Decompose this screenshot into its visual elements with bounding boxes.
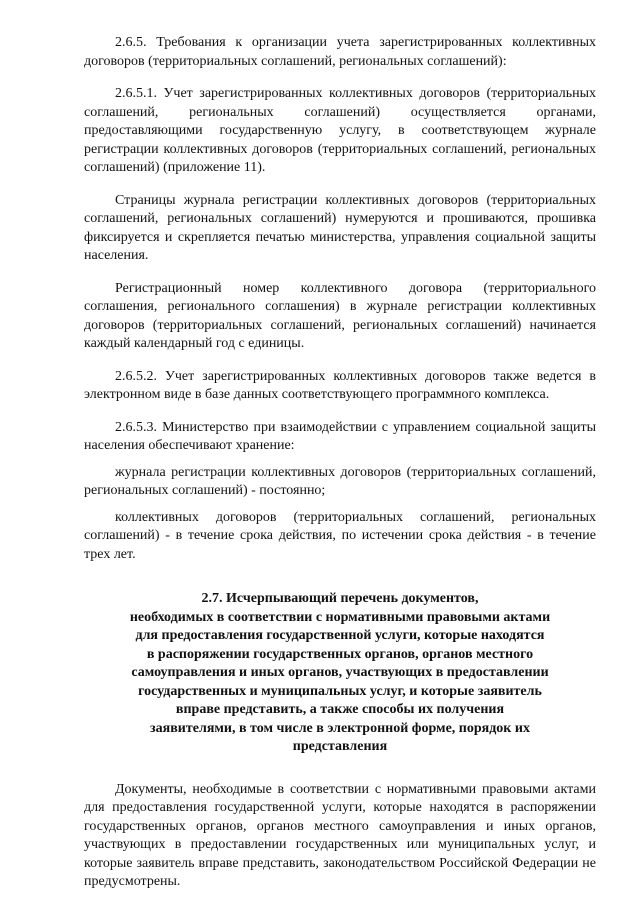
heading-line: представления [292, 739, 388, 754]
paragraph-2-6-5-3: 2.6.5.3. Министерство при взаимодействии с управлением социальной защиты населения обеспечивают хранение: [84, 419, 596, 453]
heading-line: необходимых в соответствии с нормативными правовыми актами [129, 609, 551, 625]
paragraph-journal-pages: Страницы журнала регистрации коллективных договоров (территориальных соглашений, региональных соглашений) нумеруются и прошиваются, прошивка фиксируется и скрепляется печатью министерства, управления социальной защиты населения. [84, 192, 596, 263]
heading-line: для предоставления государственной услуги, которые находятся [135, 628, 545, 643]
heading-line: 2.7. Исчерпывающий перечень документов, [201, 591, 479, 606]
heading-line: самоуправления и иных органов, участвующих в предоставлении [131, 665, 549, 680]
section-heading-2-7 [84, 590, 596, 757]
heading-line: заявителями, в том числе в электронной форме, порядок их [150, 720, 530, 736]
paragraph-documents-not-required: Документы, необходимые в соответствии с нормативными правовыми актами для предоставления государственной услуги, которые находятся в распоряжении государственных органов, органов местного самоуправления и иных органов, участвующих в предоставлении государственных или муниципальных услуг, и которые заявитель вправе представить, законодательством Российской Федерации не предусмотрены. [84, 781, 596, 889]
heading-line: вправе представить, а также способы их получения [175, 702, 505, 717]
paragraph-journal-storage: журнала регистрации коллективных договоров (территориальных соглашений, региональных соглашений) - постоянно; [84, 464, 596, 498]
paragraph-2-6-5-2: 2.6.5.2. Учет зарегистрированных коллективных договоров также ведется в электронном виде в базе данных соответствующего программного комплекса. [84, 368, 596, 402]
paragraph-contracts-storage: коллективных договоров (территориальных соглашений, региональных соглашений) - в течение срока действия, по истечении срока действия - в течение трех лет. [84, 509, 596, 562]
paragraph-registration-number: Регистрационный номер коллективного договора (территориального соглашения, регионального соглашения) в журнале регистрации коллективных договоров (территориальных соглашений, региональных соглашений) начинается каждый календарный год с единицы. [84, 280, 596, 351]
paragraph-2-6-5-1: 2.6.5.1. Учет зарегистрированных коллективных договоров (территориальных соглашений, региональных соглашений) осуществляется органами, предоставляющими государственную услугу, в соответствующем журнале регистрации коллективных договоров (территориальных соглашений, региональных соглашений) (приложение 11). [84, 86, 596, 175]
paragraph-2-6-5: 2.6.5. Требования к организации учета зарегистрированных коллективных договоров (территориальных соглашений, региональных соглашений): [84, 35, 596, 69]
heading-line: в распоряжении государственных органов, органов местного [146, 646, 534, 662]
heading-line: государственных и муниципальных услуг, и которые заявитель [138, 683, 542, 699]
